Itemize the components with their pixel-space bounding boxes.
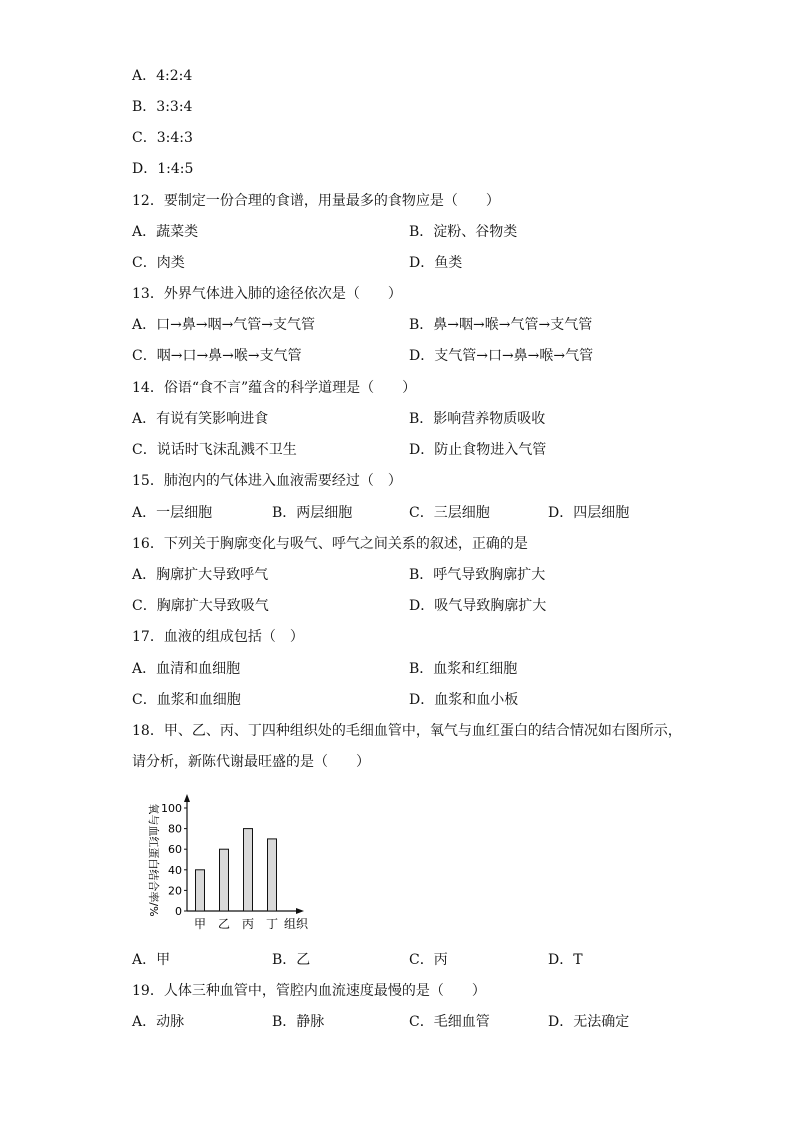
q16-option-b: B．呼气导致胸廓扩大 xyxy=(409,567,546,583)
chart-bars xyxy=(196,829,277,911)
q12-option-a: A．蔬菜类 xyxy=(132,224,199,240)
q19-option-b: B．静脉 xyxy=(272,1014,325,1030)
q16-options-row2 xyxy=(132,597,694,615)
q18-option-b: B．乙 xyxy=(272,952,311,968)
chart-y-tick-label: 100 xyxy=(161,802,182,815)
oxygen-binding-bar-chart xyxy=(138,794,318,936)
q13-stem: 13．外界气体进入肺的途径依次是（ ） xyxy=(132,286,402,302)
chart-category-label: 丙 xyxy=(241,917,255,931)
q13-option-d: D．支气管→口→鼻→喉→气管 xyxy=(409,348,594,364)
q13-option-b: B．鼻→咽→喉→气管→支气管 xyxy=(409,317,593,333)
q14-option-c: C．说话时飞沫乱溅不卫生 xyxy=(132,442,297,458)
q17-option-c: C．血浆和血细胞 xyxy=(132,692,241,708)
chart-y-ticks xyxy=(161,802,187,918)
q12-options-row2 xyxy=(132,254,694,272)
q16-options-row1 xyxy=(132,566,694,584)
q18-options-row xyxy=(132,951,694,969)
chart-bar xyxy=(196,870,205,911)
q16-option-c: C．胸廓扩大导致吸气 xyxy=(132,598,269,614)
q15-stem: 15．肺泡内的气体进入血液需要经过（ ） xyxy=(132,473,402,489)
chart-y-tick-label: 80 xyxy=(168,822,182,836)
q14-options-row2 xyxy=(132,441,694,459)
chart-bar xyxy=(268,839,277,911)
q14-option-a: A．有说有笑影响进食 xyxy=(132,411,269,427)
chart-category-label: 丁 xyxy=(265,917,279,931)
q12-option-b: B．淀粉、谷物类 xyxy=(409,224,518,240)
chart-category-label: 甲 xyxy=(193,917,207,931)
chart-bar xyxy=(244,829,253,911)
chart-x-axis-arrow xyxy=(296,908,304,914)
q18-stem: 18．甲、乙、丙、丁四种组织处的毛细血管中，氧气与血红蛋白的结合情况如右图所示， xyxy=(132,723,682,739)
chart-y-tick-label: 40 xyxy=(168,863,182,877)
q13-option-a: A．口→鼻→咽→气管→支气管 xyxy=(132,317,316,333)
q12-stem: 12．要制定一份合理的食谱，用量最多的食物应是（ ） xyxy=(132,193,500,209)
q12-option-d: D．鱼类 xyxy=(409,255,463,271)
q15-option-a: A．一层细胞 xyxy=(132,505,213,521)
q16-stem: 16．下列关于胸廓变化与吸气、呼气之间关系的叙述，正确的是 xyxy=(132,536,528,552)
q15-option-c: C．三层细胞 xyxy=(409,505,490,521)
q19-option-a: A．动脉 xyxy=(132,1014,185,1030)
q13-options-row2 xyxy=(132,347,694,365)
chart-y-axis-label: 氧与血红蛋白结合率/% xyxy=(147,803,160,917)
q14-stem: 14．俗语“食不言”蕴含的科学道理是（ ） xyxy=(132,380,417,396)
q19-option-c: C．毛细血管 xyxy=(409,1014,490,1030)
chart-y-axis-arrow xyxy=(184,794,190,802)
q14-option-b: B．影响营养物质吸收 xyxy=(409,411,546,427)
q19-options-row xyxy=(132,1013,694,1031)
q11-option-a: A．4:2:4 xyxy=(132,68,193,84)
chart-y-tick-label: 20 xyxy=(168,884,182,898)
q18-option-a: A．甲 xyxy=(132,952,171,968)
q17-option-d: D．血浆和血小板 xyxy=(409,692,519,708)
q16-option-a: A．胸廓扩大导致呼气 xyxy=(132,567,269,583)
q17-option-a: A．血清和血细胞 xyxy=(132,661,241,677)
q15-option-d: D．四层细胞 xyxy=(548,505,630,521)
q17-options-row2 xyxy=(132,691,694,709)
chart-y-tick-label: 0 xyxy=(175,905,182,918)
q12-options-row1 xyxy=(132,223,694,241)
q11-option-d: D．1:4:5 xyxy=(132,161,194,177)
chart-x-axis-label: 组织 xyxy=(283,917,309,931)
q13-option-c: C．咽→口→鼻→喉→支气管 xyxy=(132,348,302,364)
q17-stem: 17．血液的组成包括（ ） xyxy=(132,629,304,645)
q17-options-row1 xyxy=(132,660,694,678)
q17-option-b: B．血浆和红细胞 xyxy=(409,661,518,677)
q19-option-d: D．无法确定 xyxy=(548,1014,630,1030)
q14-option-d: D．防止食物进入气管 xyxy=(409,442,547,458)
q14-options-row1 xyxy=(132,410,694,428)
chart-y-tick-label: 60 xyxy=(168,843,182,857)
q11-option-c: C．3:4:3 xyxy=(132,130,193,146)
q16-option-d: D．吸气导致胸廓扩大 xyxy=(409,598,547,614)
chart-bar xyxy=(220,849,229,911)
q18-option-c: C．丙 xyxy=(409,952,448,968)
q15-option-b: B．两层细胞 xyxy=(272,505,353,521)
q11-option-b: B．3:3:4 xyxy=(132,99,193,115)
q13-options-row1 xyxy=(132,316,694,334)
q18-stem-line2: 请分析，新陈代谢最旺盛的是（ ） xyxy=(132,754,370,770)
q18-option-d: D．T xyxy=(548,952,583,968)
q12-option-c: C．肉类 xyxy=(132,255,185,271)
q19-stem: 19．人体三种血管中，管腔内血流速度最慢的是（ ） xyxy=(132,983,486,999)
q15-options-row xyxy=(132,504,694,522)
chart-category-label: 乙 xyxy=(217,917,231,931)
chart-x-categories xyxy=(194,917,278,931)
